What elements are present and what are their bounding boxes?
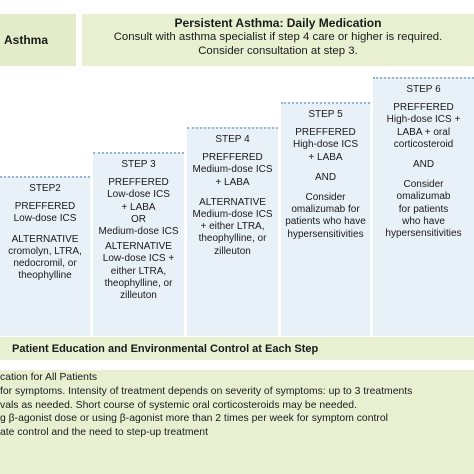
preferred-line: corticosteroid <box>393 138 454 150</box>
step-6-box <box>373 77 474 336</box>
alternative-line: either LTRA, <box>110 265 167 277</box>
note-line: g β-agonist dose or using β-agonist more than 2 times per week for symptom control <box>0 413 388 425</box>
step-2-box <box>0 176 90 336</box>
step-5-box <box>281 102 370 336</box>
preferred-line: Medium-dose ICS <box>98 226 179 238</box>
alternative-line: theophylline, or <box>198 233 267 245</box>
header-line-2: Consider consultation at step 3. <box>198 45 358 57</box>
consider-line: hypersensitivities <box>385 228 462 240</box>
step-label: STEP 6 <box>406 84 441 95</box>
alternative-line: zilleuton <box>214 245 251 257</box>
preferred-heading: PREFFERED <box>295 127 356 139</box>
alternative-line: cromolyn, LTRA, <box>8 245 82 257</box>
preferred-line: Medium-dose ICS <box>192 164 273 176</box>
step-3-box <box>93 152 184 336</box>
preferred-line: + LABA <box>308 151 343 163</box>
step-label: STEP 3 <box>121 159 156 170</box>
consider-line: Consider <box>305 192 346 204</box>
preferred-line: + LABA <box>215 176 250 188</box>
alternative-line: Medium-dose ICS <box>192 209 273 221</box>
patient-education-band: Patient Education and Environmental Control at Each Step <box>0 337 474 360</box>
consider-line: patients who have <box>285 216 366 228</box>
and-heading: AND <box>412 159 435 171</box>
consider-line: hypersensitivities <box>287 228 364 240</box>
alternative-line: nedocromil, or <box>13 258 77 270</box>
alternative-heading: ALTERNATIVE <box>199 196 266 208</box>
consider-line: for patients <box>398 203 449 215</box>
preferred-heading: PREFFERED <box>108 177 169 189</box>
consider-line: omalizumab for <box>291 204 360 216</box>
daily-medication-header <box>82 14 474 66</box>
left-header-label: Asthma <box>0 14 78 66</box>
alternative-line: theophylline <box>18 270 72 282</box>
header-line-1: Consult with asthma specialist if step 4 care or higher is required. <box>113 31 443 43</box>
preferred-line: High-dose ICS + <box>386 114 461 126</box>
alternative-heading: ALTERNATIVE <box>105 241 172 253</box>
step-label: STEP2 <box>29 183 61 194</box>
preferred-heading: PREFFERED <box>393 102 454 114</box>
all-patients-notes <box>0 370 474 474</box>
note-line: vals as needed. Short course of systemic oral corticosteroids may be needed. <box>0 399 357 411</box>
preferred-heading: PREFFERED <box>14 201 76 213</box>
note-line: cation for All Patients <box>0 372 98 383</box>
preferred-heading: PREFFERED <box>202 152 263 164</box>
consider-line: Consider <box>403 179 444 191</box>
step-label: STEP 4 <box>215 134 250 145</box>
header-title: Persistent Asthma: Daily Medication <box>174 16 382 30</box>
note-line: for symptoms. Intensity of treatment depends on severity of symptoms: up to 3 treatments <box>0 385 413 397</box>
alternative-heading: ALTERNATIVE <box>11 233 79 245</box>
step-4-box <box>187 127 278 336</box>
preferred-line: LABA + oral <box>396 126 451 138</box>
preferred-line: Low-dose ICS <box>13 213 77 225</box>
alternative-line: Low-dose ICS + <box>102 253 175 265</box>
step-label: STEP 5 <box>308 109 343 120</box>
preferred-line: + LABA <box>121 201 156 213</box>
consider-line: who have <box>402 215 445 227</box>
preferred-line: Low-dose ICS <box>107 189 170 201</box>
note-line: ate control and the need to step-up treatment <box>0 427 208 439</box>
and-heading: AND <box>314 171 337 183</box>
alternative-line: theophylline, or <box>104 277 173 289</box>
preferred-line: OR <box>131 213 146 225</box>
preferred-line: High-dose ICS <box>292 139 359 151</box>
consider-line: omalizumab <box>396 191 451 203</box>
alternative-line: zilleuton <box>120 290 157 302</box>
alternative-line: + either LTRA, <box>200 221 265 233</box>
